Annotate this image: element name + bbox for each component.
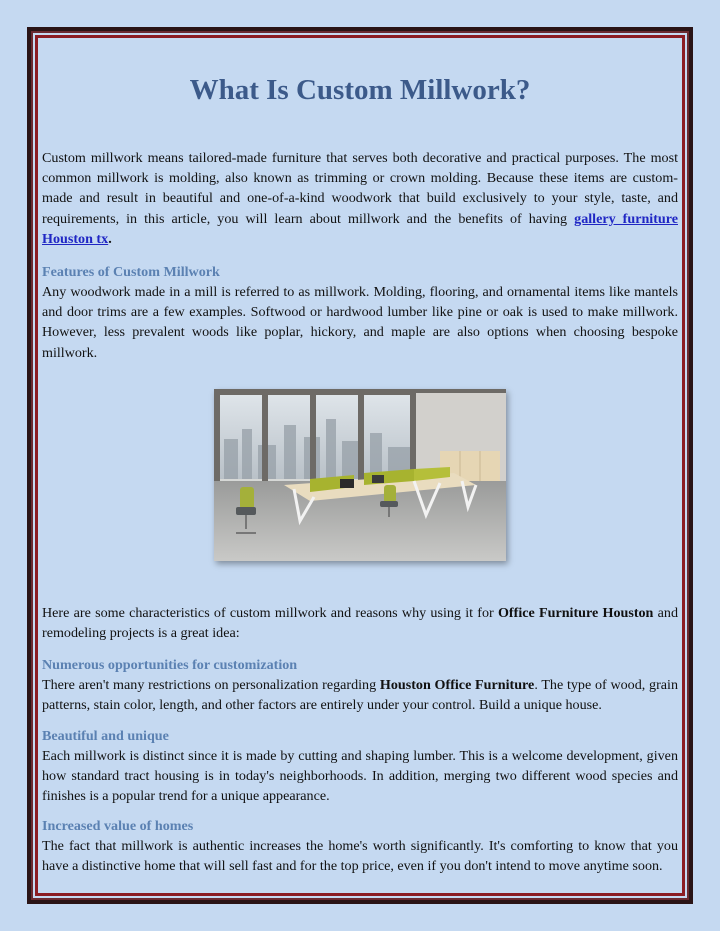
characteristics-paragraph xyxy=(42,603,678,643)
office-furniture-houston-bold: Office Furniture Houston xyxy=(497,604,654,621)
gallery-furniture-link[interactable]: gallery furniture Houston tx xyxy=(42,210,678,247)
customization-text-after: . The type of wood, grain patterns, stain color, length, and other factors are entirely under your control. Build a unique house. xyxy=(42,677,679,714)
characteristics-text-before: Here are some characteristics of custom millwork and reasons why using it for xyxy=(42,604,498,621)
document-body xyxy=(42,68,678,877)
intro-paragraph xyxy=(42,148,678,249)
features-heading: Features of Custom Millwork xyxy=(42,264,220,281)
value-paragraph: The fact that millwork is authentic increases the home's worth significantly. It's comforting to know that you have a distinctive home that will sell fast and for the top price, even if you don't intend to move anytime soon. xyxy=(42,838,678,875)
features-paragraph: Any woodwork made in a mill is referred to as millwork. Molding, flooring, and ornamental items like mantels and door trims are a few examples. Softwood or hardwood lumber like pine or oak is used to make millwork. However, less prevalent woods like poplar, hickory, and maple are also options when choosing bespoke millwork. xyxy=(42,284,678,361)
intro-text: Custom millwork means tailored-made furniture that serves both decorative and practical purposes. The most common millwork is molding, also known as trimming or crown molding. Because these items are custom-made and result in beautiful and one-of-a-kind woodwork that build exclusively to your style, taste, and requirements, in this article, you will learn about millwork and the benefits of having xyxy=(42,150,678,227)
beautiful-heading: Beautiful and unique xyxy=(42,727,169,744)
houston-office-furniture-bold: Houston Office Furniture xyxy=(379,677,535,694)
value-heading: Increased value of homes xyxy=(42,818,194,835)
customization-heading: Numerous opportunities for customization xyxy=(42,657,298,674)
beautiful-paragraph: Each millwork is distinct since it is made by cutting and shaping lumber. This is a welcome development, given how standard tract housing is in today's neighborhoods. In addition, merging two different wood species and finishes is a popular trend for a unique appearance. xyxy=(42,747,678,805)
intro-end: . xyxy=(108,230,112,247)
customization-text-before: There aren't many restrictions on personalization regarding xyxy=(42,677,380,694)
customization-paragraph xyxy=(42,675,678,715)
office-furniture-photo xyxy=(214,389,506,561)
page-title: What Is Custom Millwork? xyxy=(189,74,531,106)
characteristics-text-after: and remodeling projects is a great idea: xyxy=(42,604,679,642)
